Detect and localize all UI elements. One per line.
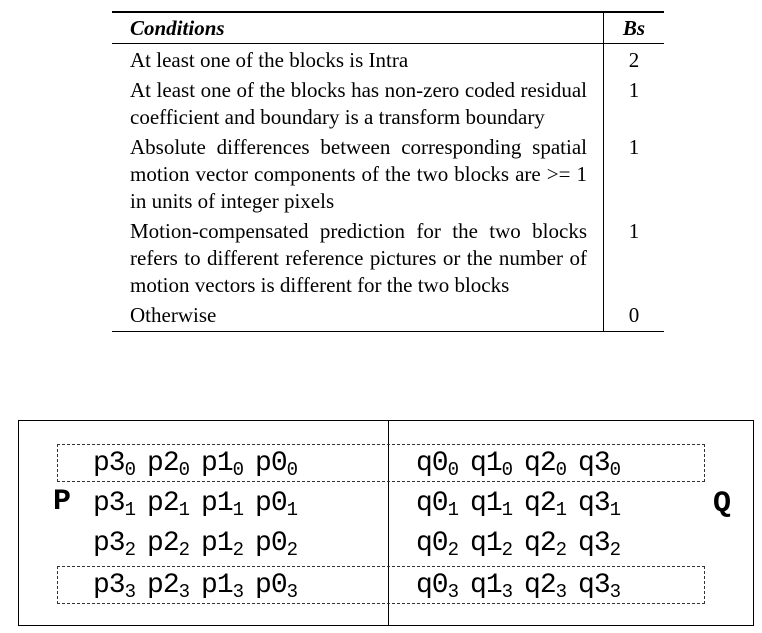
sample-subscript: 3 xyxy=(447,581,459,603)
p-sample xyxy=(93,488,135,519)
sample-subscript: 1 xyxy=(501,499,513,521)
p-sample xyxy=(201,528,243,559)
sample-subscript: 1 xyxy=(286,499,298,521)
bs-value-cell: 1 xyxy=(604,131,665,215)
q-sample xyxy=(578,570,620,601)
sample-base: q2 xyxy=(524,528,556,559)
condition-cell: At least one of the blocks is Intra xyxy=(130,48,409,72)
sample-subscript: 0 xyxy=(232,459,244,481)
sample-subscript: 3 xyxy=(232,581,244,603)
sample-base: p3 xyxy=(93,528,125,559)
sample-subscript: 3 xyxy=(124,581,136,603)
sample-subscript: 0 xyxy=(286,459,298,481)
p-sample xyxy=(201,448,243,479)
bs-header: Bs xyxy=(604,12,665,44)
sample-base: p0 xyxy=(255,488,287,519)
q-sample xyxy=(416,488,458,519)
sample-base: p1 xyxy=(201,488,233,519)
p-sample xyxy=(255,528,297,559)
sample-base: q3 xyxy=(578,528,610,559)
sample-subscript: 2 xyxy=(124,539,136,561)
p-samples xyxy=(93,529,383,560)
sample-subscript: 2 xyxy=(178,539,190,561)
p-sample xyxy=(255,448,297,479)
sample-subscript: 3 xyxy=(178,581,190,603)
sample-base: q0 xyxy=(416,448,448,479)
p-sample xyxy=(93,448,135,479)
q-samples xyxy=(416,529,696,560)
p-sample xyxy=(147,488,189,519)
table-header-row xyxy=(112,12,664,44)
sample-base: p3 xyxy=(93,488,125,519)
p-samples xyxy=(93,571,383,602)
sample-base: p1 xyxy=(201,448,233,479)
sample-base: q2 xyxy=(524,570,556,601)
q-samples xyxy=(416,571,696,602)
sample-subscript: 0 xyxy=(178,459,190,481)
sample-base: q1 xyxy=(470,570,502,601)
sample-base: p2 xyxy=(147,570,179,601)
sample-subscript: 1 xyxy=(124,499,136,521)
sample-base: q2 xyxy=(524,488,556,519)
p-sample xyxy=(147,448,189,479)
sample-base: q0 xyxy=(416,570,448,601)
condition-cell: Otherwise xyxy=(112,299,604,332)
sample-base: p1 xyxy=(201,570,233,601)
sample-base: p2 xyxy=(147,448,179,479)
pixel-row xyxy=(19,449,753,479)
sample-subscript: 2 xyxy=(501,539,513,561)
q-sample xyxy=(524,570,566,601)
p-samples xyxy=(93,489,383,520)
sample-subscript: 1 xyxy=(609,499,621,521)
sample-base: q1 xyxy=(470,448,502,479)
q-sample xyxy=(416,448,458,479)
condition-cell: Absolute differences between corresponding spatial motion vector components of the two blocks are >= 1 in units of integer pixels xyxy=(130,135,587,213)
p-sample xyxy=(201,570,243,601)
q-sample xyxy=(470,448,512,479)
bs-conditions-table xyxy=(112,11,664,332)
p-sample xyxy=(93,528,135,559)
sample-base: q3 xyxy=(578,448,610,479)
table-row xyxy=(112,215,664,299)
pixel-row xyxy=(19,485,753,521)
p-sample xyxy=(147,528,189,559)
sample-base: p3 xyxy=(93,570,125,601)
sample-base: p0 xyxy=(255,448,287,479)
q-sample xyxy=(524,448,566,479)
bs-value-cell: 2 xyxy=(604,44,665,75)
sample-subscript: 1 xyxy=(232,499,244,521)
q-sample xyxy=(470,528,512,559)
q-sample xyxy=(416,528,458,559)
p-sample xyxy=(255,488,297,519)
table-row xyxy=(112,131,664,215)
sample-subscript: 0 xyxy=(501,459,513,481)
sample-subscript: 0 xyxy=(609,459,621,481)
sample-base: q0 xyxy=(416,528,448,559)
p-block-label: P xyxy=(53,485,72,519)
sample-subscript: 0 xyxy=(555,459,567,481)
p-sample xyxy=(147,570,189,601)
table-row xyxy=(112,74,664,131)
q-sample xyxy=(578,528,620,559)
table-row xyxy=(112,299,664,332)
sample-base: p0 xyxy=(255,570,287,601)
bs-value-cell: 1 xyxy=(604,74,665,131)
bs-value-cell: 1 xyxy=(604,215,665,299)
p-sample xyxy=(255,570,297,601)
q-sample xyxy=(416,570,458,601)
p-samples xyxy=(93,449,383,480)
pixel-row xyxy=(19,571,753,601)
sample-subscript: 3 xyxy=(609,581,621,603)
table-row xyxy=(112,44,664,75)
sample-base: p2 xyxy=(147,488,179,519)
condition-cell: At least one of the blocks has non-zero coded residual coefficient and boundary is a transform boundary xyxy=(130,78,587,129)
pixel-row xyxy=(19,529,753,559)
sample-base: q1 xyxy=(470,528,502,559)
sample-subscript: 2 xyxy=(609,539,621,561)
q-samples xyxy=(416,449,696,480)
bs-value-cell: 0 xyxy=(604,299,665,332)
q-sample xyxy=(578,488,620,519)
sample-base: p1 xyxy=(201,528,233,559)
sample-subscript: 0 xyxy=(447,459,459,481)
q-sample xyxy=(578,448,620,479)
sample-subscript: 2 xyxy=(232,539,244,561)
conditions-header: Conditions xyxy=(112,12,604,44)
sample-base: q3 xyxy=(578,570,610,601)
q-block-label: Q xyxy=(713,487,732,521)
sample-subscript: 2 xyxy=(286,539,298,561)
sample-base: p0 xyxy=(255,528,287,559)
sample-subscript: 1 xyxy=(178,499,190,521)
sample-base: q1 xyxy=(470,488,502,519)
p-sample xyxy=(93,570,135,601)
q-sample xyxy=(524,488,566,519)
q-sample xyxy=(470,570,512,601)
sample-subscript: 1 xyxy=(447,499,459,521)
sample-base: q2 xyxy=(524,448,556,479)
block-edge-diagram xyxy=(18,420,754,626)
sample-base: p3 xyxy=(93,448,125,479)
q-samples xyxy=(416,489,696,520)
p-sample xyxy=(201,488,243,519)
sample-subscript: 3 xyxy=(501,581,513,603)
q-sample xyxy=(524,528,566,559)
condition-cell: Motion-compensated prediction for the two blocks refers to different reference pictures or the number of motion vectors is different for the two blocks xyxy=(130,219,587,297)
sample-base: q0 xyxy=(416,488,448,519)
sample-base: q3 xyxy=(578,488,610,519)
sample-subscript: 1 xyxy=(555,499,567,521)
sample-subscript: 0 xyxy=(124,459,136,481)
sample-subscript: 3 xyxy=(555,581,567,603)
sample-base: p2 xyxy=(147,528,179,559)
q-sample xyxy=(470,488,512,519)
sample-subscript: 2 xyxy=(555,539,567,561)
sample-subscript: 2 xyxy=(447,539,459,561)
sample-subscript: 3 xyxy=(286,581,298,603)
